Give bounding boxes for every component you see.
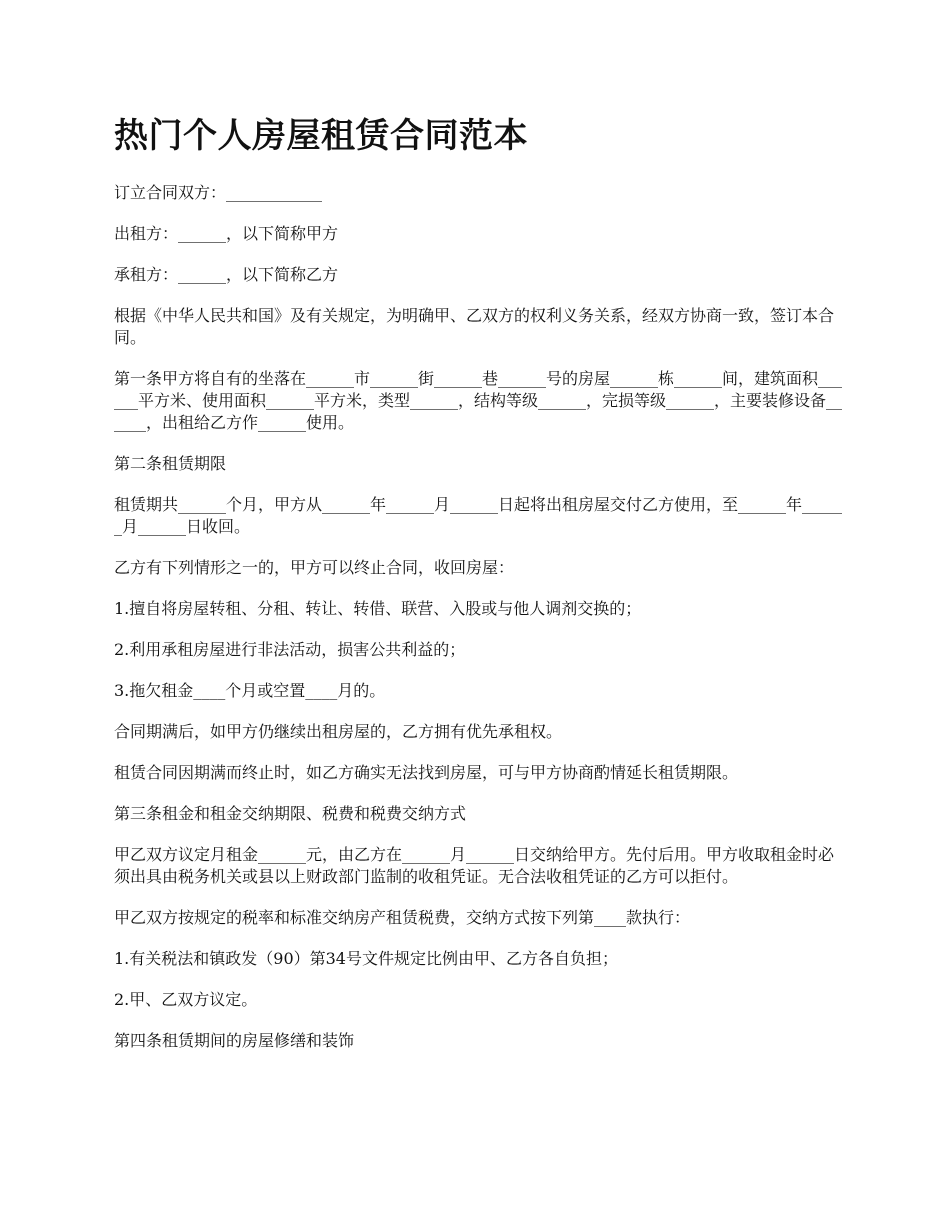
tax-payment-paragraph: 甲乙双方按规定的税率和标准交纳房产租赁税费，交纳方式按下列第____款执行： xyxy=(114,908,691,927)
page-title: 热门个人房屋租赁合同范本 xyxy=(114,116,528,156)
article-4-heading: 第四条租赁期间的房屋修缮和装饰 xyxy=(114,1031,355,1050)
parties-line: 订立合同双方：____________ xyxy=(114,183,323,202)
article-3-heading: 第三条租金和租金交纳期限、税费和税费交纳方式 xyxy=(114,804,467,823)
extension-paragraph: 租赁合同因期满而终止时，如乙方确实无法找到房屋，可与甲方协商酌情延长租赁期限。 xyxy=(114,763,739,782)
lessee-line: 承租方：______，以下简称乙方 xyxy=(114,265,339,284)
article-2-heading: 第二条租赁期限 xyxy=(114,454,227,473)
lessor-line: 出租方：______，以下简称甲方 xyxy=(114,224,339,243)
preamble-paragraph: 根据《中华人民共和国》及有关规定，为明确甲、乙双方的权利义务关系，经双方协商一致，签订本合同。 xyxy=(114,306,835,347)
renewal-priority-paragraph: 合同期满后，如甲方仍继续出租房屋的，乙方拥有优先承租权。 xyxy=(114,722,563,741)
termination-intro: 乙方有下列情形之一的，甲方可以终止合同，收回房屋： xyxy=(114,558,515,577)
article-1-paragraph: 第一条甲方将自有的坐落在______市______街______巷______号的房屋______栋______间，建筑面积______平方米、使用面积______平方米，类型______，结构等级______，完损等级______，主要装修设备______，出租给乙方作______使用。 xyxy=(114,369,843,432)
tax-option-2: 2.甲、乙双方议定。 xyxy=(114,990,258,1009)
rent-payment-paragraph: 甲乙双方议定月租金______元，由乙方在______月______日交纳给甲方。先付后用。甲方收取租金时必须出具由税务机关或县以上财政部门监制的收租凭证。无合法收租凭证的乙方可以拒付。 xyxy=(114,845,835,886)
termination-item-3: 3.拖欠租金____个月或空置____月的。 xyxy=(114,681,386,700)
tax-option-1: 1.有关税法和镇政发（90）第34号文件规定比例由甲、乙方各自负担； xyxy=(114,949,618,968)
termination-item-1: 1.擅自将房屋转租、分租、转让、转借、联营、入股或与他人调剂交换的； xyxy=(114,599,642,618)
termination-item-2: 2.利用承租房屋进行非法活动，损害公共利益的； xyxy=(114,640,466,659)
document-page xyxy=(114,112,844,1071)
lease-term-paragraph: 租赁期共______个月，甲方从______年______月______日起将出租房屋交付乙方使用，至______年______月______日收回。 xyxy=(114,495,843,536)
